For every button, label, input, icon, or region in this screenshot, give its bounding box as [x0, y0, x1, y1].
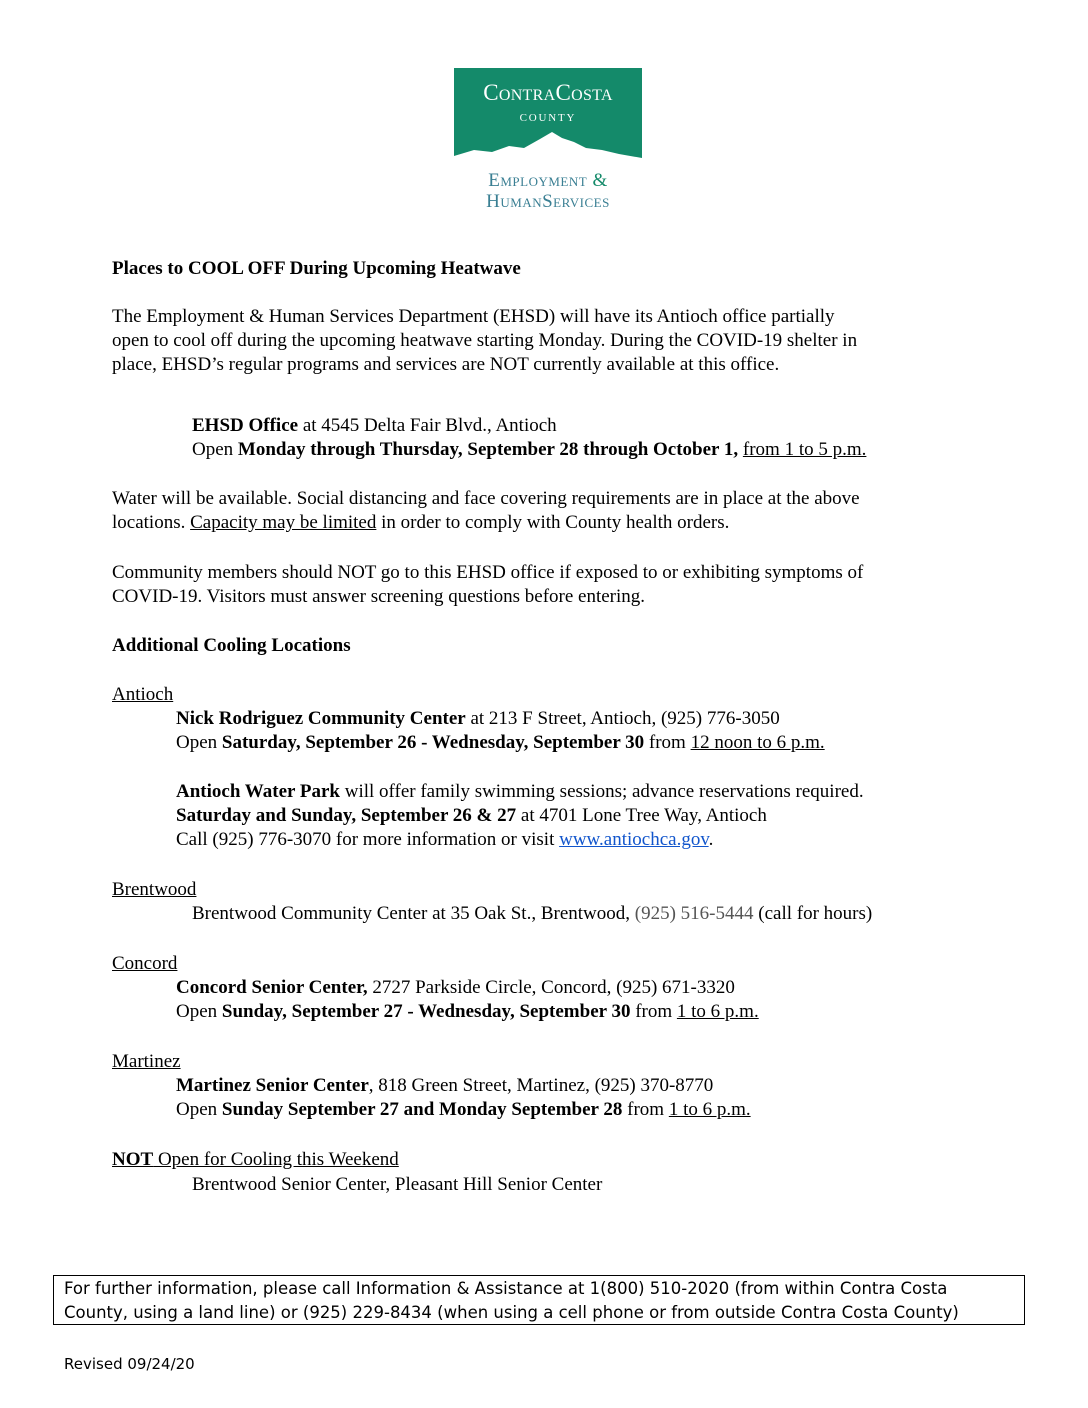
- antioch-website-link[interactable]: www.antiochca.gov: [559, 829, 709, 850]
- footer-line-1: For further information, please call Information & Assistance at 1(800) 510-2020 (from within Contra Costa: [64, 1279, 948, 1298]
- brentwood-address: Brentwood Community Center at 35 Oak St., Brentwood,: [192, 903, 635, 924]
- martinez-center-name: Martinez Senior Center: [176, 1075, 369, 1096]
- water-park-line: [176, 780, 864, 804]
- concord-center-address: 2727 Parkside Circle, Concord, (925) 671-3320: [367, 977, 735, 998]
- brentwood-community-center: [192, 902, 872, 926]
- ehsd-hours-line: [192, 438, 866, 462]
- community-line-2: COVID-19. Visitors must answer screening questions before entering.: [112, 586, 646, 607]
- ehsd-open-hours: from 1 to 5 p.m.: [742, 439, 867, 460]
- nick-open-prefix: Open: [176, 732, 222, 753]
- martinez-center-address: , 818 Green Street, Martinez, (925) 370-8770: [368, 1075, 714, 1096]
- concord-center-line: [176, 976, 735, 1000]
- nick-rodriguez-hours: [176, 731, 825, 755]
- ehsd-office-name: EHSD Office: [192, 415, 299, 436]
- intro-line-2: open to cool off during the upcoming heatwave starting Monday. During the COVID-19 shelter in: [112, 330, 858, 351]
- not-open-bold: NOT: [112, 1149, 154, 1170]
- concord-center-name: Concord Senior Center,: [176, 977, 368, 998]
- concord-from: from: [630, 1001, 677, 1022]
- concord-open-days: Sunday, September 27 - Wednesday, September 30: [221, 1001, 631, 1022]
- concord-open-prefix: Open: [176, 1001, 222, 1022]
- nick-open-hours: 12 noon to 6 p.m.: [690, 732, 825, 753]
- water-park-address: at 4701 Lone Tree Way, Antioch: [516, 805, 767, 826]
- water-park-call: [176, 828, 713, 852]
- logo-dept-line2: HumanServices: [486, 191, 610, 212]
- logo-banner: [454, 68, 642, 166]
- martinez-hours: [176, 1098, 751, 1122]
- nick-rodriguez-name: Nick Rodriguez Community Center: [176, 708, 466, 729]
- county-logo: [454, 68, 642, 216]
- water-park-name: Antioch Water Park: [176, 781, 340, 802]
- page-title: Places to COOL OFF During Upcoming Heatwave: [112, 258, 521, 279]
- martinez-from: from: [622, 1099, 669, 1120]
- intro-line-1: The Employment & Human Services Department (EHSD) will have its Antioch office partially: [112, 306, 835, 327]
- mountain-icon: [454, 126, 642, 166]
- logo-title: ContraCosta: [483, 80, 613, 105]
- concord-hours: [176, 1000, 759, 1024]
- water-park-dates: [176, 804, 767, 828]
- water-park-call-end: .: [708, 829, 714, 850]
- info-footer-box: [53, 1275, 1025, 1325]
- logo-subtitle: COUNTY: [519, 112, 577, 124]
- martinez-open-days: Sunday September 27 and Monday September 28: [221, 1099, 623, 1120]
- nick-rodriguez-line: [176, 707, 780, 731]
- footer-line-2: County, using a land line) or (925) 229-8434 (when using a cell phone or from outside Contra Costa County): [64, 1303, 959, 1322]
- city-concord: Concord: [112, 953, 178, 974]
- concord-open-hours: 1 to 6 p.m.: [676, 1001, 759, 1022]
- water-park-call-text: Call (925) 776-3070 for more information or visit: [176, 829, 560, 850]
- nick-rodriguez-address: at 213 F Street, Antioch, (925) 776-3050: [465, 708, 780, 729]
- not-open-rest: Open for Cooling this Weekend: [153, 1149, 399, 1170]
- revised-date: Revised 09/24/20: [64, 1355, 195, 1373]
- nick-from: from: [644, 732, 691, 753]
- brentwood-call-note: (call for hours): [753, 903, 873, 924]
- not-open-list: Brentwood Senior Center, Pleasant Hill Senior Center: [192, 1174, 603, 1195]
- community-line-1: Community members should NOT go to this EHSD office if exposed to or exhibiting symptoms of: [112, 562, 864, 583]
- ehsd-office-address: at 4545 Delta Fair Blvd., Antioch: [298, 415, 557, 436]
- ehsd-open-prefix: Open: [192, 439, 238, 460]
- brentwood-phone: (925) 516-5444: [634, 903, 754, 924]
- logo-dept-word: Employment: [488, 170, 588, 191]
- martinez-open-prefix: Open: [176, 1099, 222, 1120]
- ehsd-office-line: [192, 414, 557, 438]
- additional-locations-heading: Additional Cooling Locations: [112, 635, 351, 656]
- ehsd-open-days: Monday through Thursday, September 28 through October 1,: [237, 439, 739, 460]
- not-open-heading: [112, 1148, 399, 1172]
- water-park-days: Saturday and Sunday, September 26 & 27: [176, 805, 517, 826]
- intro-line-3: place, EHSD’s regular programs and services are NOT currently available at this office.: [112, 354, 780, 375]
- water-line-1: Water will be available. Social distancing and face covering requirements are in place at the above: [112, 488, 860, 509]
- city-antioch: Antioch: [112, 684, 174, 705]
- water-park-description: will offer family swimming sessions; advance reservations required.: [339, 781, 864, 802]
- martinez-open-hours: 1 to 6 p.m.: [668, 1099, 751, 1120]
- logo-ampersand: &: [592, 170, 608, 191]
- water-line-2: [112, 511, 729, 535]
- martinez-center-line: [176, 1074, 713, 1098]
- water-line-2-prefix: locations.: [112, 512, 191, 533]
- capacity-note: Capacity may be limited: [190, 512, 377, 533]
- city-brentwood: Brentwood: [112, 879, 197, 900]
- nick-open-days: Saturday, September 26 - Wednesday, September 30: [221, 732, 645, 753]
- city-martinez: Martinez: [112, 1051, 181, 1072]
- water-line-2-suffix: in order to comply with County health orders.: [376, 512, 730, 533]
